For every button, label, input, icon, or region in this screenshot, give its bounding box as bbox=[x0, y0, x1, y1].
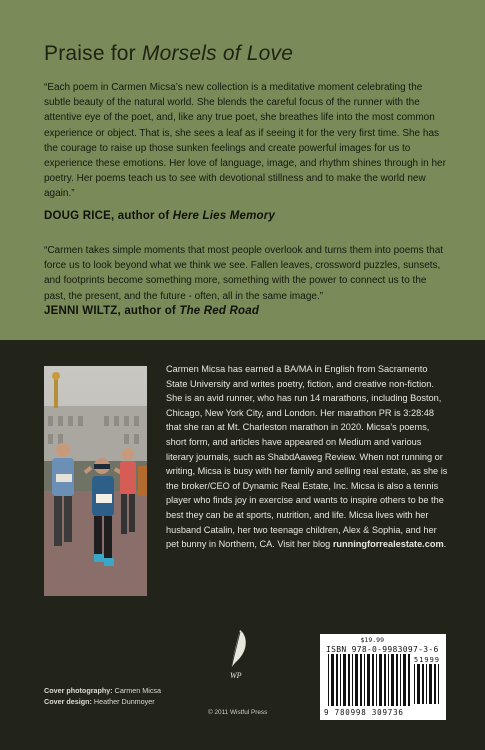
author-bio-suffix: . bbox=[443, 539, 447, 550]
cover-design-credit bbox=[44, 696, 161, 707]
quote-2-author-book: The Red Road bbox=[179, 305, 260, 317]
barcode-bar bbox=[343, 654, 346, 706]
quote-2-author: JENNI WILTZ, author of bbox=[44, 305, 180, 317]
barcode-bar bbox=[408, 654, 410, 706]
barcode-bar bbox=[364, 654, 365, 706]
quote-1-attribution bbox=[44, 210, 275, 222]
barcode-bar bbox=[360, 654, 362, 706]
author-bio-text: Carmen Micsa has earned a BA/MA in English from Sacramento State University and writes poetry, fiction, and creative non-fiction. She is an avid runner, who has run 14 marathons, including Boston, Chicago, New York City, and London. Her marathon PR is 3:28:48 that she ran at Mt. Charleston marathon in 2020. Micsa’s poems, short form, and articles have appeared on Medium and various literary journals, such as ShabdAaweg Review. When not running or writing, Micsa is busy with her family and selling real estate, as she is the broker/CEO of Dynamic Real Estate, Inc. Micsa is also a tennis player who finds joy in exercise and wants to inspire others to be the best they can be at sports, nutrition, and life. Micsa lives with her husband Catalin, her two teenage children, Alex & Sophia, and her pet bunny in Northern, CA. Visit her blog bbox=[166, 364, 448, 550]
barcode-bar bbox=[422, 664, 424, 704]
praise-quote-1: “Each poem in Carmen Micsa’s new collection is a meditative moment celebrating the subtle beauty of the natural world. She blends the careful focus of the runner with the attentive eye of the poet, and, like any true poet, she breathes life into the most common experience or object. That is, she sees a leaf as if seeing it for the very first time. She has the courage to raise up those sunken feelings and create powerful images for us to experience these emotions. Her love of language, image, and rhythm shines through in her poetry. Her poems teach us to see with devotional stillness and to make the world new again.” bbox=[44, 82, 446, 200]
addon-digits: 51999 bbox=[413, 656, 440, 664]
barcode-bar bbox=[372, 654, 374, 706]
barcode-bar bbox=[438, 664, 439, 704]
barcode-bar bbox=[434, 664, 436, 704]
publisher-logo-lettering: WP bbox=[230, 671, 242, 680]
praise-quote-2: “Carmen takes simple moments that most people overlook and turns them into poems that force us to look beyond what we think we see. Fallen leaves, crossword puzzles, sunsets, and footprints become something more, something with the power to connect us to the past, the present, and the future - often, all in the same image.” bbox=[44, 245, 444, 302]
barcode-price: $19.99 bbox=[360, 636, 384, 644]
barcode-bar bbox=[391, 654, 394, 706]
barcode-bar bbox=[388, 654, 389, 706]
author-photo bbox=[44, 366, 147, 596]
quote-2-attribution bbox=[44, 305, 259, 317]
praise-section bbox=[0, 0, 485, 340]
cover-photography-credit bbox=[44, 685, 161, 696]
barcode-bar bbox=[352, 654, 353, 706]
quote-1-author: DOUG RICE, author of bbox=[44, 210, 173, 222]
ean-barcode bbox=[328, 654, 410, 706]
cover-design-label: Cover design: bbox=[44, 697, 92, 706]
publisher-logo bbox=[218, 628, 258, 680]
barcode-bar bbox=[417, 664, 420, 704]
isbn-barcode-box bbox=[320, 634, 446, 720]
barcode-digits: 9 780998 309736 bbox=[324, 708, 404, 717]
isbn-number: ISBN 978-0-9983097-3-6 bbox=[326, 645, 439, 654]
barcode-bar bbox=[367, 654, 370, 706]
barcode-bar bbox=[328, 654, 329, 706]
author-blog-link[interactable]: runningforrealestate.com bbox=[332, 539, 444, 550]
author-section bbox=[0, 340, 485, 750]
cover-photography-name: Carmen Micsa bbox=[112, 686, 162, 695]
barcode-bar bbox=[396, 654, 398, 706]
praise-title bbox=[44, 42, 293, 66]
cover-credits bbox=[44, 685, 161, 707]
price-addon-barcode bbox=[414, 664, 440, 704]
barcode-bar bbox=[403, 654, 406, 706]
barcode-bar bbox=[384, 654, 386, 706]
barcode-bar bbox=[336, 654, 338, 706]
barcode-bar bbox=[348, 654, 350, 706]
author-bio bbox=[166, 362, 451, 552]
barcode-bar bbox=[426, 664, 427, 704]
quote-1-author-book: Here Lies Memory bbox=[172, 210, 276, 222]
barcode-bar bbox=[414, 664, 415, 704]
praise-title-book: Morsels of Love bbox=[141, 42, 294, 65]
cover-photography-label: Cover photography: bbox=[44, 686, 113, 695]
barcode-bar bbox=[379, 654, 382, 706]
barcode-bar bbox=[355, 654, 358, 706]
barcode-bar bbox=[376, 654, 377, 706]
cover-design-name: Heather Dunmoyer bbox=[91, 697, 155, 706]
copyright-notice: © 2011 Wistful Press bbox=[208, 709, 268, 716]
barcode-bar bbox=[400, 654, 401, 706]
barcode-bar bbox=[429, 664, 432, 704]
author-photo-image bbox=[44, 366, 147, 596]
praise-title-prefix: Praise for bbox=[44, 42, 142, 65]
barcode-bar bbox=[331, 654, 334, 706]
barcode-bar bbox=[340, 654, 341, 706]
